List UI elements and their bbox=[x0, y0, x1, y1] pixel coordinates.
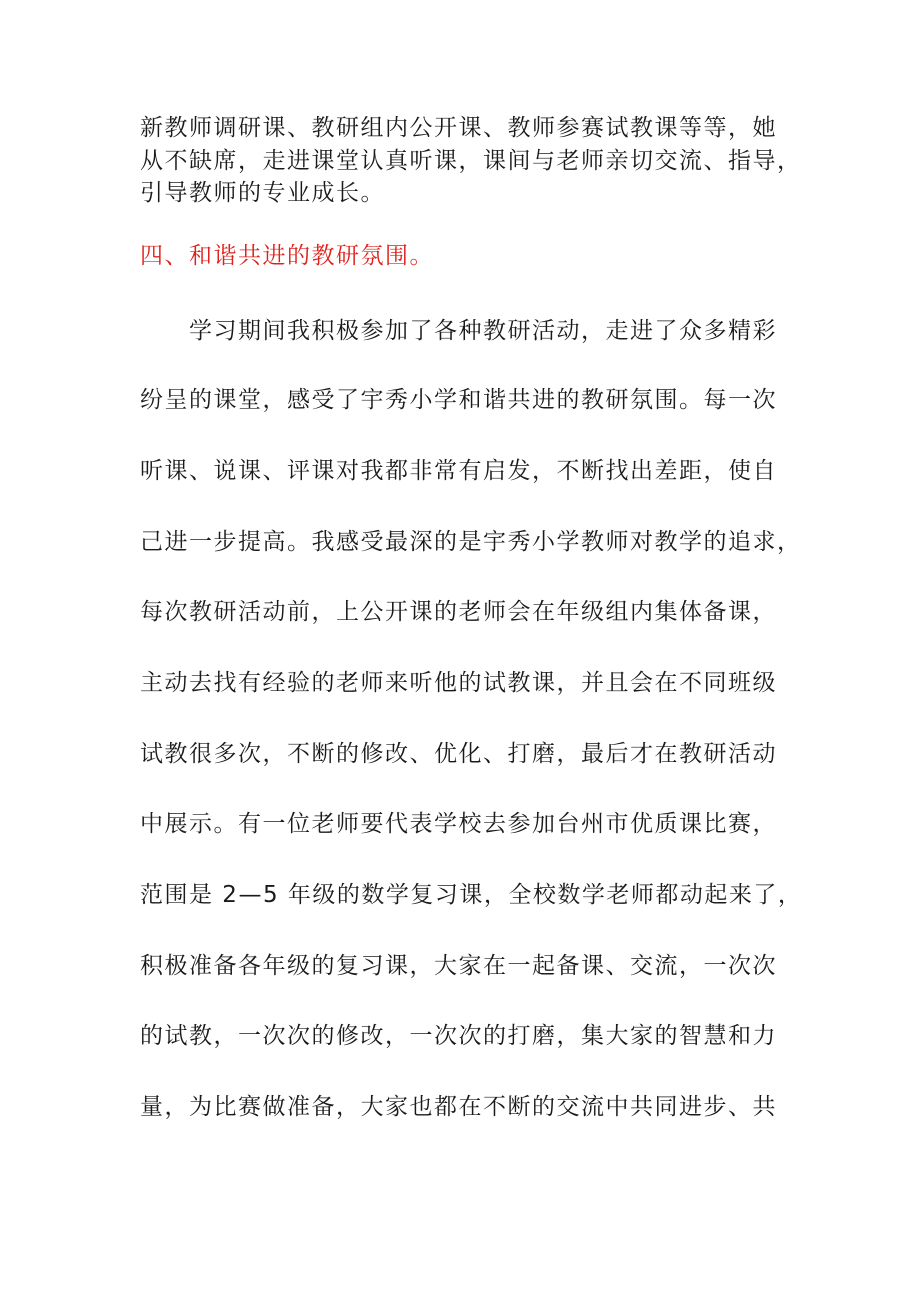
body-line: 中展示。有一位老师要代表学校去参加台州市优质课比赛， bbox=[140, 811, 777, 837]
intro-line: 引导教师的专业成长。 bbox=[140, 180, 385, 206]
body-line: 试教很多次，不断的修改、优化、打磨，最后才在教研活动 bbox=[140, 741, 777, 767]
body-line: 己进一步提高。我感受最深的是宇秀小学教师对教学的追求， bbox=[140, 529, 802, 555]
intro-line: 新教师调研课、教研组内公开课、教师参赛试教课等等，她 bbox=[140, 115, 777, 141]
section-heading: 四、和谐共进的教研氛围。 bbox=[140, 243, 434, 269]
body-line: 范围是 2—5 年级的数学复习课，全校数学老师都动起来了， bbox=[140, 882, 803, 908]
body-line: 积极准备各年级的复习课，大家在一起备课、交流，一次次 bbox=[140, 953, 777, 979]
intro-line: 从不缺席，走进课堂认真听课，课间与老师亲切交流、指导， bbox=[140, 148, 802, 174]
body-line: 纷呈的课堂，感受了宇秀小学和谐共进的教研氛围。每一次 bbox=[140, 387, 777, 413]
body-line: 听课、说课、评课对我都非常有启发，不断找出差距，使自 bbox=[140, 458, 777, 484]
body-line: 每次教研活动前，上公开课的老师会在年级组内集体备课， bbox=[140, 599, 777, 625]
body-line: 量，为比赛做准备，大家也都在不断的交流中共同进步、共 bbox=[140, 1094, 777, 1120]
body-line: 的试教，一次次的修改，一次次的打磨，集大家的智慧和力 bbox=[140, 1023, 777, 1049]
body-line: 学习期间我积极参加了各种教研活动，走进了众多精彩 bbox=[140, 318, 777, 344]
body-line: 主动去找有经验的老师来听他的试教课，并且会在不同班级 bbox=[140, 670, 777, 696]
